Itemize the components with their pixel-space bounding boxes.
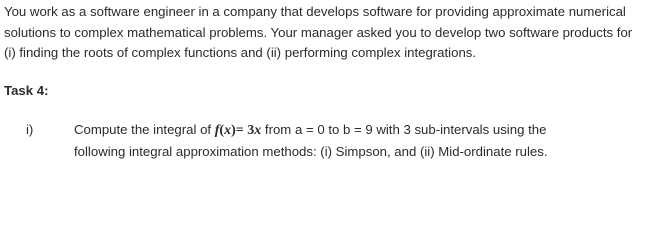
intro-paragraph: You work as a software engineer in a company that develops software for providing approximate numerical solutions to complex mathematical problems. Your manager asked you to develop two software products for (i) finding the roots of complex functions and (ii) performing complex integrations.	[4, 4, 633, 60]
math-open-paren: (	[219, 123, 225, 138]
task-item	[4, 120, 649, 162]
task-item-label: i)	[26, 122, 34, 137]
math-var: x	[224, 123, 232, 138]
math-close-paren: )	[231, 123, 236, 138]
task-text-line2: following integral approximation methods: (i) Simpson, and (ii) Mid-ordinate rules.	[74, 143, 548, 159]
document-body	[4, 2, 649, 162]
function-formula	[215, 123, 262, 138]
task-heading: Task 4:	[4, 82, 49, 98]
task-text-start: Compute the integral of	[74, 122, 215, 137]
task-item-text	[74, 120, 649, 162]
math-coef: 3	[247, 123, 255, 138]
task-text-end: from a = 0 to b = 9 with 3 sub-intervals using the	[261, 122, 547, 137]
math-f: f	[214, 123, 220, 138]
math-var2: x	[254, 123, 262, 138]
math-equals: =	[235, 123, 248, 138]
